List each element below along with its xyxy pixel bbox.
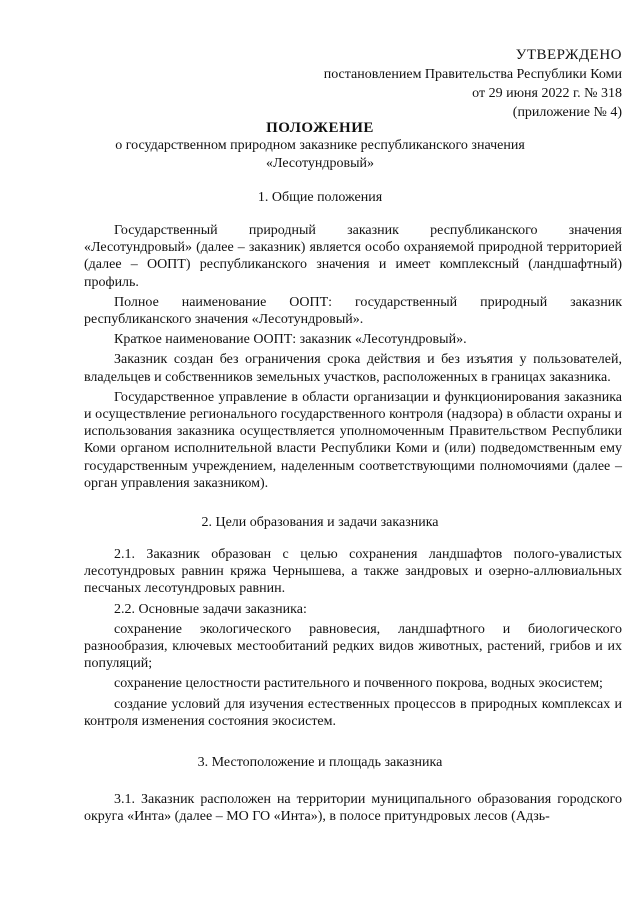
approval-label: УТВЕРЖДЕНО <box>515 47 622 63</box>
document-title: ПОЛОЖЕНИЕ <box>266 120 374 136</box>
section-1-paragraph: Государственное управление в области организации и функционирования заказника и осуществление регионального государственного контроля (надзора) в области охраны и использования заказника осуществляется уполномоченным Правительством Республики Коми органом исполнительной власти Республики Коми и (или) подведомственным ему государственным учреждением, наделенным соответствующими полномочиями (далее – орган управления заказником). <box>84 389 622 491</box>
document-subtitle-line-2: «Лесотундровый» <box>265 156 375 171</box>
section-1-paragraph: Краткое наименование ООПТ: заказник «Лесотундровый». <box>114 332 467 348</box>
approval-date: от 29 июня 2022 г. № 318 <box>472 86 622 101</box>
document-title-block <box>0 119 640 173</box>
section-1-heading: 1. Общие положения <box>257 190 383 205</box>
approval-decree: постановлением Правительства Республики Коми <box>323 67 622 82</box>
document-subtitle-line-1: о государственном природном заказнике республиканского значения <box>115 138 525 153</box>
approval-stamp <box>324 46 622 122</box>
section-2-paragraph: 2.2. Основные задачи заказника: <box>114 601 307 617</box>
section-1-paragraph: Государственный природный заказник республиканского значения «Лесотундровый» (далее – заказник) является особо охраняемой природной территорией (далее – ООПТ) республиканского значения и имеет комплексный (ландшафтный) профиль. <box>84 223 622 290</box>
section-2-paragraph: сохранение экологического равновесия, ландшафтного и биологического разнообразия, ключевых местообитаний редких видов животных, растений, грибов и их популяций; <box>84 621 622 672</box>
section-3-paragraph: 3.1. Заказник расположен на территории муниципального образования городского округа «Инта» (далее – МО ГО «Инта»), в полосе притундровых лесов (Адзь- <box>84 792 622 825</box>
section-2-heading: 2. Цели образования и задачи заказника <box>201 515 439 530</box>
section-1-paragraph: Полное наименование ООПТ: государственный природный заказник республиканского значения «Лесотундровый». <box>84 294 622 328</box>
section-2-paragraph: 2.1. Заказник образован с целью сохранения ландшафтов полого-увалистых лесотундровых равнин кряжа Чернышева, а также зандровых и озерно-аллювиальных песчаных лесотундровых равнин. <box>84 547 622 597</box>
section-1-body <box>84 222 622 492</box>
section-3-body <box>84 791 622 825</box>
approval-appendix: (приложение № 4) <box>512 105 622 120</box>
section-1-paragraph: Заказник создан без ограничения срока действия и без изъятия у пользователей, владельцев и собственников земельных участков, расположенных в границах заказника. <box>84 352 622 385</box>
section-3-heading: 3. Местоположение и площадь заказника <box>197 755 443 770</box>
section-2-body <box>84 546 622 730</box>
section-2-paragraph: сохранение целостности растительного и почвенного покрова, водных экосистем; <box>114 676 603 692</box>
section-2-paragraph: создание условий для изучения естественных процессов в природных комплексах и контроля изменения состояния экосистем. <box>84 696 622 729</box>
